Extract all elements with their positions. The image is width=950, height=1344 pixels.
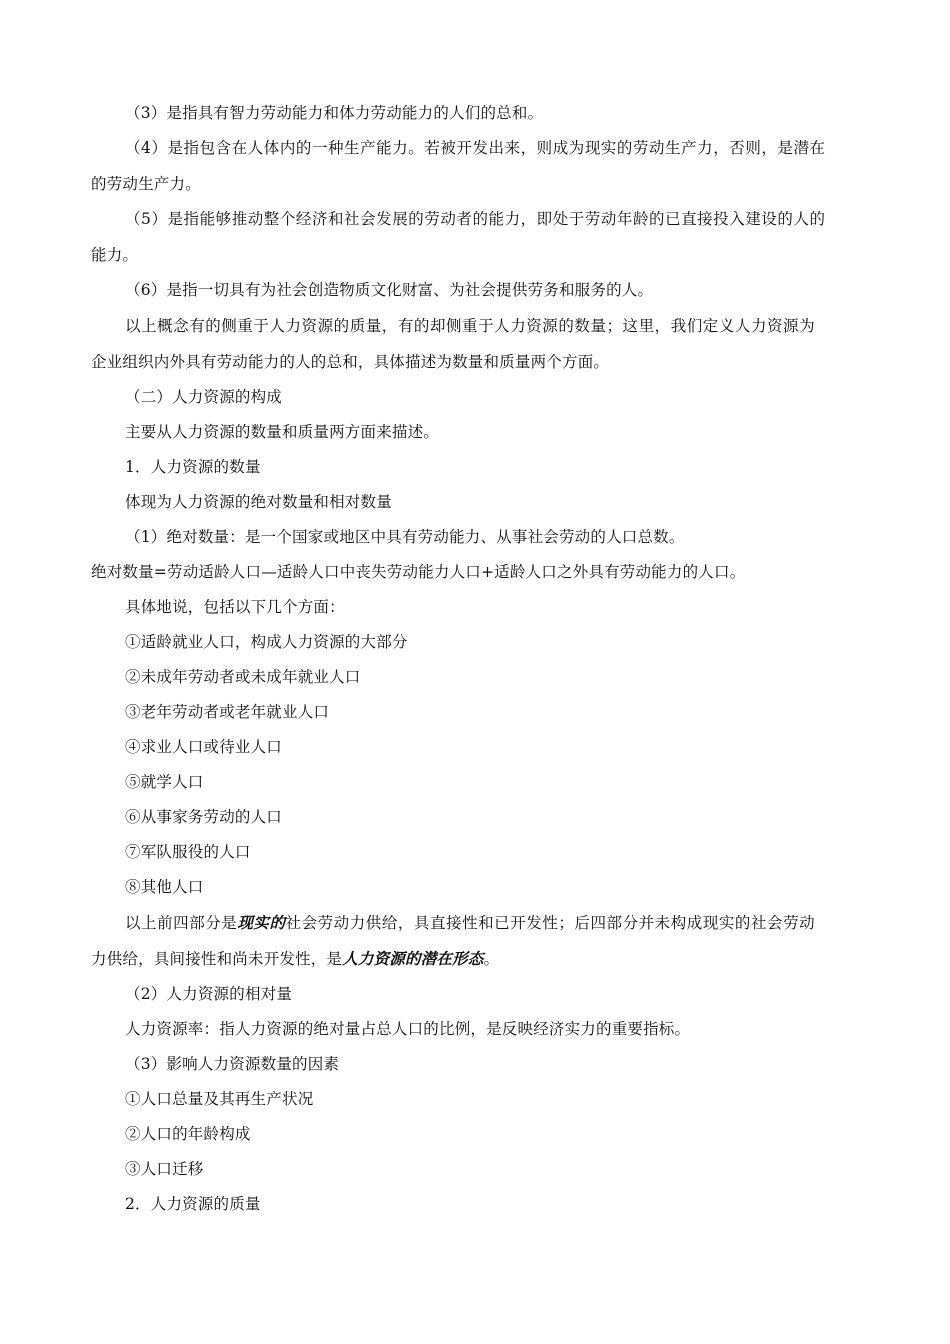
section-heading: （二）人力资源的构成 (125, 388, 283, 406)
paragraph-line: （6）是指一切具有为社会创造物质文化财富、为社会提供劳务和服务的人。 (125, 281, 654, 299)
list-item: ②人口的年龄构成 (125, 1125, 251, 1143)
text-run: 。 (483, 950, 500, 968)
paragraph-line: （4）是指包含在人体内的一种生产能力。若被开发出来，则成为现实的劳动生产力，否则，是潜在 (125, 139, 826, 157)
text-run: 力供给，具间接性和尚未开发性，是 (91, 950, 343, 968)
paragraph-line: （1）绝对数量：是一个国家或地区中具有劳动能力、从事社会劳动的人口总数。 (125, 528, 685, 546)
list-item: ①适龄就业人口，构成人力资源的大部分 (125, 633, 408, 651)
paragraph-line: 体现为人力资源的绝对数量和相对数量 (125, 493, 392, 511)
text-run: 以上前四部分是 (125, 914, 238, 932)
list-item: ③老年劳动者或老年就业人口 (125, 703, 330, 721)
emphasis-text: 现实的 (237, 913, 286, 932)
paragraph-line: 具体地说，包括以下几个方面： (125, 598, 345, 616)
paragraph-line (125, 913, 905, 933)
paragraph-line (91, 949, 871, 969)
subsection-heading: 1．人力资源的数量 (125, 458, 261, 476)
paragraph-line: 以上概念有的侧重于人力资源的质量，有的却侧重于人力资源的数量；这里，我们定义人力资源为 (125, 317, 816, 335)
formula-line: 绝对数量=劳动适龄人口—适龄人口中丧失劳动能力人口+适龄人口之外具有劳动能力的人口。 (91, 563, 746, 581)
list-item: ⑥从事家务劳动的人口 (125, 808, 283, 826)
subsection-heading: 2．人力资源的质量 (125, 1195, 261, 1213)
text-run: 社会劳动力供给，具直接性和已开发性；后四部分并未构成现实的社会劳动 (285, 914, 816, 932)
list-item: ⑤就学人口 (125, 773, 204, 791)
list-item: ⑦军队服役的人口 (125, 843, 251, 861)
paragraph-line: 能力。 (91, 246, 139, 264)
paragraph-line: （3）是指具有智力劳动能力和体力劳动能力的人们的总和。 (125, 104, 544, 122)
subsection-heading: （2）人力资源的相对量 (125, 985, 293, 1003)
list-item: ②未成年劳动者或未成年就业人口 (125, 668, 361, 686)
paragraph-line: 企业组织内外具有劳动能力的人的总和，具体描述为数量和质量两个方面。 (91, 353, 610, 371)
emphasis-text: 人力资源的潜在形态 (342, 949, 484, 968)
list-item: ⑧其他人口 (125, 878, 204, 896)
paragraph-line: 的劳动生产力。 (91, 175, 201, 193)
paragraph-line: 主要从人力资源的数量和质量两方面来描述。 (125, 423, 440, 441)
list-item: ①人口总量及其再生产状况 (125, 1090, 314, 1108)
list-item: ③人口迁移 (125, 1160, 204, 1178)
list-item: ④求业人口或待业人口 (125, 738, 283, 756)
paragraph-line: 人力资源率：指人力资源的绝对量占总人口的比例，是反映经济实力的重要指标。 (125, 1020, 691, 1038)
paragraph-line: （5）是指能够推动整个经济和社会发展的劳动者的能力，即处于劳动年龄的已直接投入建设的人的 (125, 210, 826, 228)
subsection-heading: （3）影响人力资源数量的因素 (125, 1055, 340, 1073)
